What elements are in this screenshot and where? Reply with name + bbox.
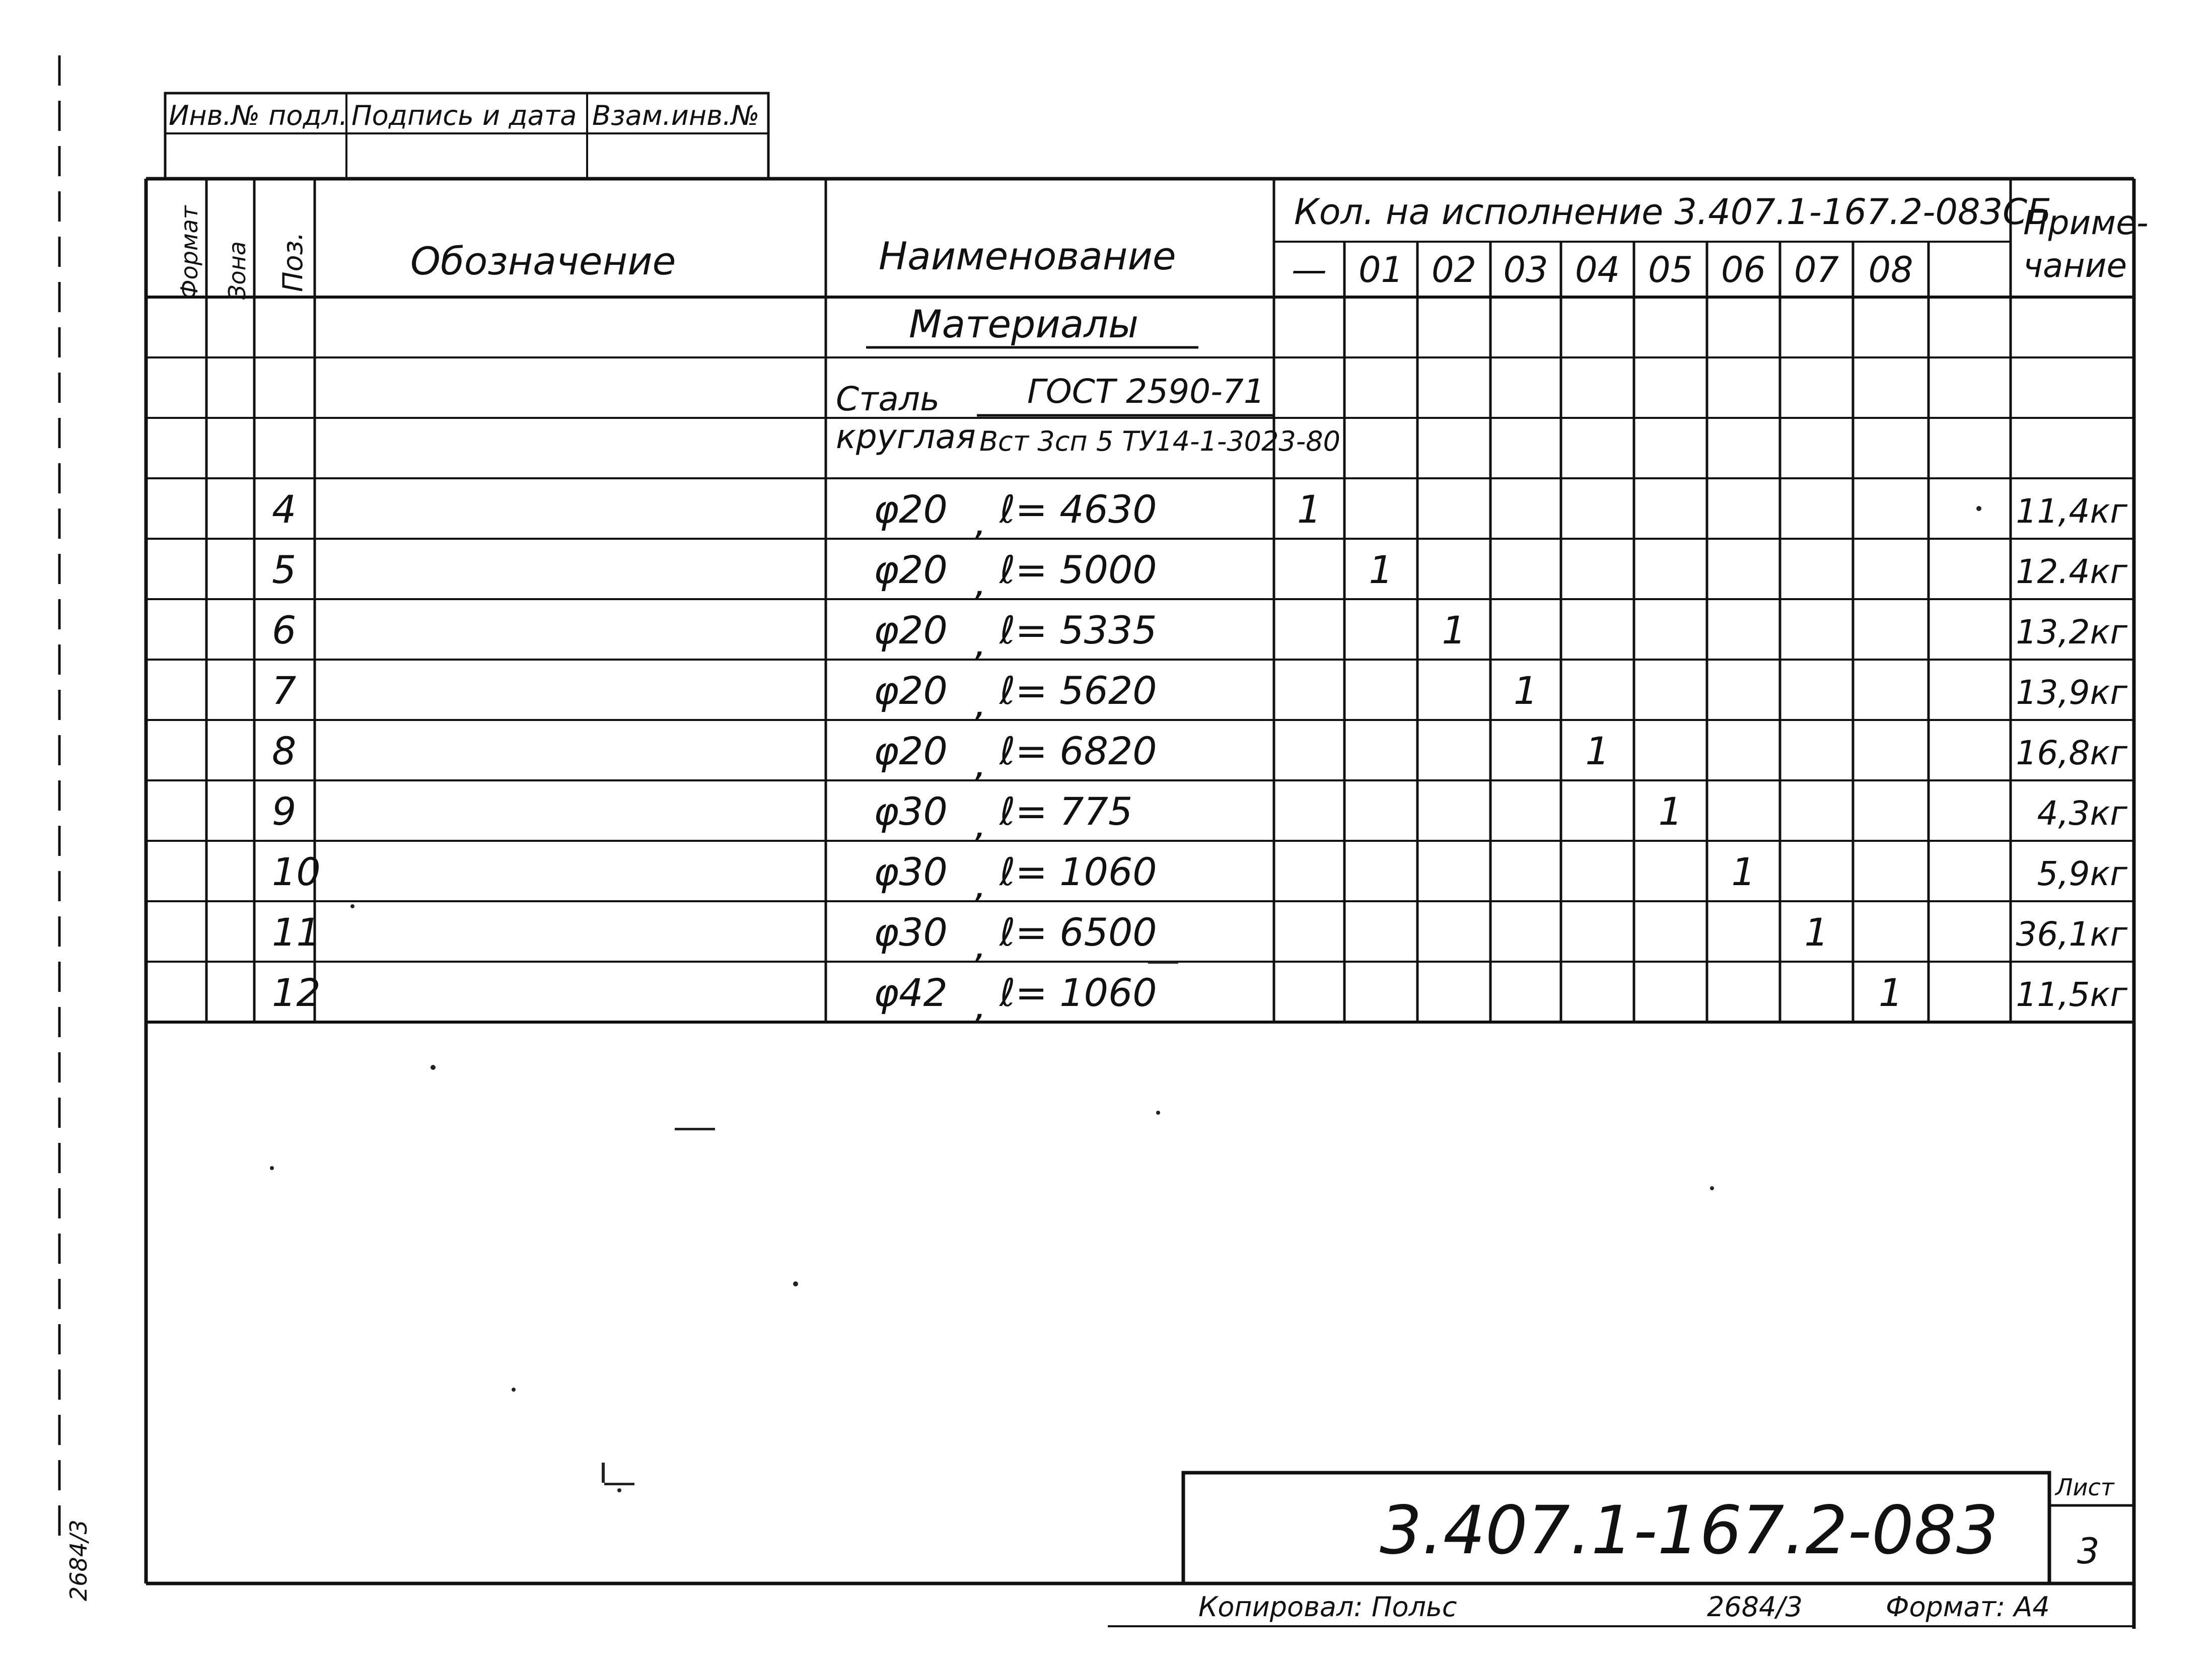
- row-length: ℓ= 775: [1000, 789, 1133, 834]
- section-title-materialy: Материалы: [909, 302, 1138, 346]
- header-zona: Зона: [224, 241, 251, 300]
- row-length: ℓ= 4630: [1000, 487, 1157, 532]
- row-diameter: φ20: [874, 729, 948, 773]
- row-note-mass: 16,8кг: [2016, 734, 2127, 772]
- table-row: [272, 547, 2127, 605]
- row-comma: ,: [974, 681, 987, 726]
- row-length: ℓ= 1060: [1000, 970, 1157, 1015]
- variant-label: 03: [1503, 249, 1548, 291]
- table-row: [272, 970, 2127, 1028]
- row-comma: ,: [974, 983, 987, 1028]
- row-comma: ,: [974, 560, 987, 605]
- footer-kopiroval: Копировал: Польс: [1198, 1591, 1457, 1623]
- row-poz: 5: [272, 547, 297, 592]
- header-primechanie-1: Приме-: [2023, 203, 2149, 242]
- row-note-mass: 11,4кг: [2016, 492, 2127, 531]
- row-poz: 11: [272, 910, 321, 955]
- header-poz: Поз.: [277, 232, 309, 292]
- table-row: [272, 487, 2127, 544]
- row-length: ℓ= 5000: [1000, 547, 1157, 592]
- variant-label: 06: [1721, 249, 1766, 291]
- row-diameter: φ42: [874, 970, 948, 1015]
- material-name-line2: круглая: [836, 417, 976, 456]
- row-quantity: 1: [1369, 547, 1393, 592]
- row-poz: 10: [272, 849, 321, 894]
- row-quantity: 1: [1585, 729, 1610, 773]
- row-poz: 12: [272, 970, 321, 1015]
- row-diameter: φ30: [874, 910, 948, 955]
- table-rows: [272, 487, 2127, 1028]
- material-grade: Вст 3сп 5 ТУ14-1-3023-80: [979, 425, 1340, 457]
- table-row: [272, 910, 2127, 967]
- table-row: [272, 849, 2127, 907]
- row-length: ℓ= 5620: [1000, 668, 1157, 713]
- stamp-podpis-data-label: Подпись и дата: [351, 100, 577, 131]
- header-oboznachenie: Обозначение: [410, 239, 676, 283]
- header-primechanie-2: чание: [2023, 246, 2127, 285]
- variant-label: 08: [1868, 249, 1913, 291]
- row-quantity: 1: [1442, 608, 1466, 653]
- material-name-line1: Сталь: [836, 380, 940, 418]
- material-gost: ГОСТ 2590-71: [1027, 372, 1265, 411]
- row-comma: ,: [974, 802, 987, 846]
- row-diameter: φ20: [874, 608, 948, 653]
- row-length: ℓ= 6500: [1000, 910, 1157, 955]
- table-row: [272, 789, 2127, 846]
- row-quantity: 1: [1804, 910, 1829, 955]
- margin-note: 2684/3: [65, 1520, 92, 1601]
- row-poz: 6: [272, 608, 297, 653]
- header-naimenovanie: Наименование: [879, 234, 1176, 278]
- variant-label: 01: [1358, 249, 1404, 291]
- list-number: 3: [2077, 1531, 2100, 1572]
- variant-label: 05: [1648, 249, 1693, 291]
- row-length: ℓ= 1060: [1000, 849, 1157, 894]
- row-note-mass: 12.4кг: [2016, 552, 2127, 591]
- variant-label: 07: [1794, 249, 1839, 291]
- row-note-mass: 13,2кг: [2016, 613, 2127, 652]
- list-label: Лист: [2055, 1474, 2114, 1501]
- row-quantity: 1: [1658, 789, 1683, 834]
- row-note-mass: 11,5кг: [2016, 975, 2127, 1014]
- row-poz: 7: [272, 668, 297, 713]
- row-comma: ,: [974, 862, 987, 907]
- row-note-mass: 4,3кг: [2037, 794, 2127, 833]
- row-poz: 8: [272, 729, 297, 773]
- row-note-mass: 36,1кг: [2016, 915, 2127, 954]
- row-diameter: φ20: [874, 668, 948, 713]
- header-format: Формат: [176, 205, 203, 300]
- row-comma: ,: [974, 620, 987, 665]
- row-quantity: 1: [1513, 668, 1538, 713]
- table-row: [272, 608, 2127, 665]
- row-diameter: φ30: [874, 789, 948, 834]
- row-note-mass: 5,9кг: [2037, 854, 2127, 893]
- table-row: [272, 668, 2127, 726]
- row-diameter: φ20: [874, 547, 948, 592]
- variant-column-labels: [1292, 249, 1913, 291]
- footer-format: Формат: А4: [1886, 1591, 2050, 1623]
- variant-label: —: [1292, 249, 1327, 291]
- row-poz: 9: [272, 789, 297, 834]
- header-kol-title: Кол. на исполнение 3.407.1-167.2-083СБ: [1294, 191, 2052, 233]
- row-comma: ,: [974, 922, 987, 967]
- variant-label: 02: [1431, 249, 1477, 291]
- row-quantity: 1: [1731, 849, 1756, 894]
- stamp-inv-podl-label: Инв.№ подл.: [169, 100, 348, 131]
- row-length: ℓ= 6820: [1000, 729, 1157, 773]
- row-diameter: φ20: [874, 487, 948, 532]
- doc-number: 3.407.1-167.2-083: [1380, 1492, 1999, 1569]
- row-diameter: φ30: [874, 849, 948, 894]
- row-note-mass: 13,9кг: [2016, 673, 2127, 712]
- row-poz: 4: [272, 487, 297, 532]
- stamp-vzam-inv-label: Взам.инв.№: [592, 100, 760, 131]
- row-length: ℓ= 5335: [1000, 608, 1157, 653]
- row-comma: ,: [974, 499, 987, 544]
- footer-order: 2684/3: [1707, 1591, 1803, 1623]
- row-quantity: 1: [1297, 487, 1322, 532]
- table-row: [272, 729, 2127, 786]
- row-comma: ,: [974, 741, 987, 786]
- row-quantity: 1: [1878, 970, 1903, 1015]
- variant-label: 04: [1575, 249, 1620, 291]
